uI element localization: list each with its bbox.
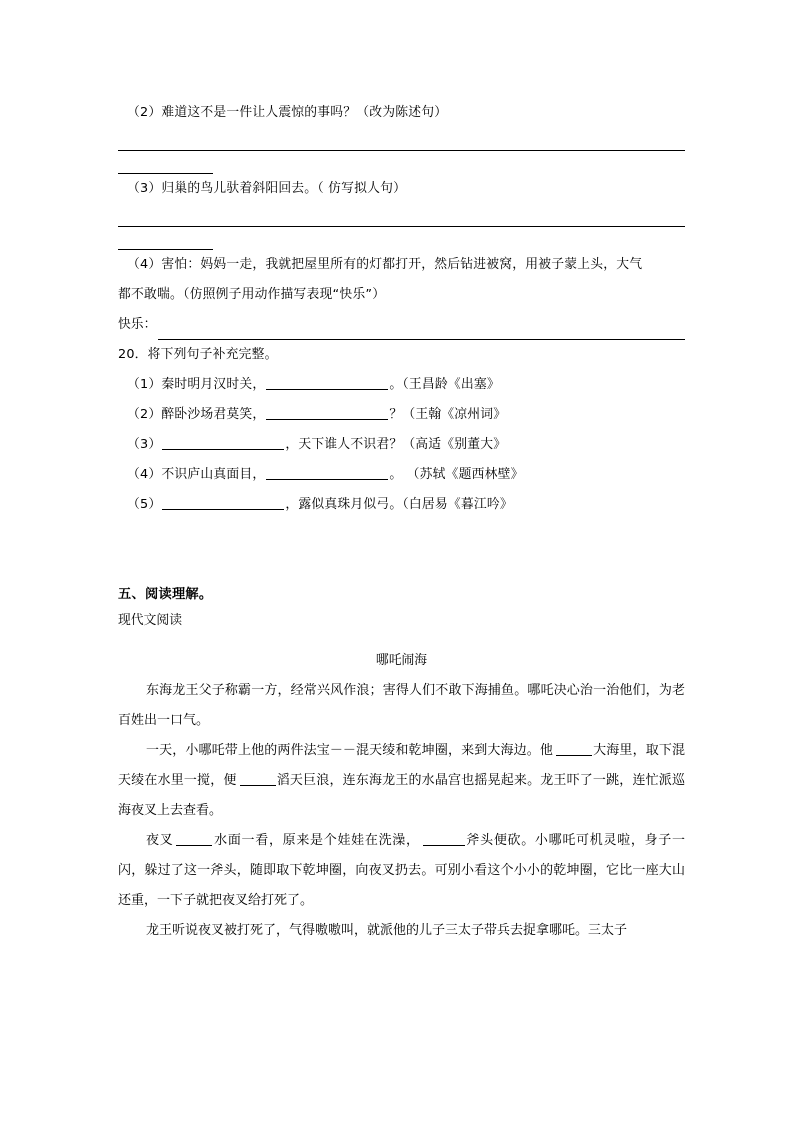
paragraph-2-seg-1: 一天，小哪吒带上他的两件法宝－－混天绫和乾坤圈，来到大海边。他	[146, 743, 554, 758]
item-4-before: 不识庐山真面目，	[161, 467, 266, 482]
paragraph-2-seg-2: 大海里，取下混天绫在水里一搅，便	[118, 743, 685, 788]
question-20-item-3	[118, 430, 685, 460]
question-2-text: 难道这不是一件让人震惊的事吗？（改为陈述句）	[161, 105, 448, 120]
article-paragraph-1	[118, 676, 685, 736]
item-1-blank[interactable]	[266, 374, 388, 390]
paragraph-3-seg-3: 斧头便砍。小哪吒可机灵啦，身子一闪，躲过了这一斧头，随即取下乾坤圈，向夜叉扔去。可别小看这个小小的乾坤圈，它比一座大山还重，一下子就把夜叉给打死了。	[118, 833, 685, 908]
article-paragraph-4	[118, 916, 685, 946]
article-paragraph-3	[118, 826, 685, 916]
question-4-answer-row	[118, 310, 685, 340]
answer-rule-q4[interactable]	[158, 322, 685, 340]
paragraph-2-seg-3: 滔天巨浪，连东海龙王的水晶宫也摇晃起来。龙王吓了一跳，连忙派巡海夜叉上去查看。	[118, 773, 685, 818]
page-content	[118, 0, 685, 946]
paragraph-1-text: 东海龙王父子称霸一方，经常兴风作浪；害得人们不敢下海捕鱼。哪吒决心治一治他们，为老百姓出一口气。	[118, 683, 685, 728]
item-4-after: 。 （苏轼《题西林壁》	[389, 467, 524, 482]
item-2-blank[interactable]	[266, 404, 388, 420]
item-5-after: ，露似真珠月似弓。（白居易《暮江吟》	[285, 497, 513, 512]
paragraph-3-seg-2: 水面一看，原来是个娃娃在洗澡，	[213, 833, 420, 848]
question-20-item-1	[118, 370, 685, 400]
question-20-item-2	[118, 400, 685, 430]
question-3-text: 归巢的鸟儿驮着斜阳回去。（ 仿写拟人句）	[161, 181, 407, 196]
item-1-after: 。（王昌龄《出塞》	[389, 377, 500, 392]
question-4-line-1	[118, 250, 685, 280]
question-20-item-4	[118, 460, 685, 490]
question-4-answer-label: 快乐：	[118, 317, 157, 332]
question-4-text-line2: 都不敢喘。（仿照例子用动作描写表现“快乐”）	[118, 287, 386, 302]
section-5-heading: 五、阅读理解。	[118, 587, 213, 602]
section-5-sublabel: 现代文阅读	[118, 613, 182, 628]
item-5-number: （5）	[127, 497, 162, 512]
paragraph-2-blank-2[interactable]	[240, 771, 276, 786]
question-3	[118, 174, 685, 204]
paragraph-3-blank-2[interactable]	[423, 831, 465, 846]
paragraph-3-blank-1[interactable]	[176, 831, 212, 846]
question-4-line-2	[118, 280, 685, 310]
item-2-after: ？（王翰《凉州词》	[389, 407, 507, 422]
question-20-item-5	[118, 490, 685, 520]
question-2	[118, 98, 685, 128]
paragraph-2-blank-1[interactable]	[556, 741, 592, 756]
paragraph-4-text: 龙王听说夜叉被打死了，气得嗷嗷叫，就派他的儿子三太子带兵去捉拿哪吒。三太子	[146, 923, 628, 938]
item-3-number: （3）	[127, 437, 162, 452]
question-2-number: （2）	[127, 105, 162, 120]
item-2-before: 醉卧沙场君莫笑，	[161, 407, 266, 422]
item-3-blank[interactable]	[162, 434, 284, 450]
item-2-number: （2）	[127, 407, 162, 422]
question-3-number: （3）	[127, 181, 162, 196]
question-4-number: （4）	[127, 257, 162, 272]
item-1-before: 秦时明月汉时关，	[161, 377, 266, 392]
item-1-number: （1）	[127, 377, 162, 392]
item-5-blank[interactable]	[162, 494, 284, 510]
item-4-blank[interactable]	[266, 464, 388, 480]
item-3-after: ，天下谁人不识君？（高适《别董大》	[285, 437, 507, 452]
article-title: 哪吒闹海	[375, 653, 428, 668]
paragraph-3-seg-1: 夜叉	[146, 833, 174, 848]
item-4-number: （4）	[127, 467, 162, 482]
question-4-text-line1: 害怕：妈妈一走，我就把屋里所有的灯都打开，然后钻进被窝，用被子蒙上头，大气	[161, 257, 643, 272]
article-paragraph-2	[118, 736, 685, 826]
question-20-heading: 20．将下列句子补充完整。	[118, 347, 278, 362]
